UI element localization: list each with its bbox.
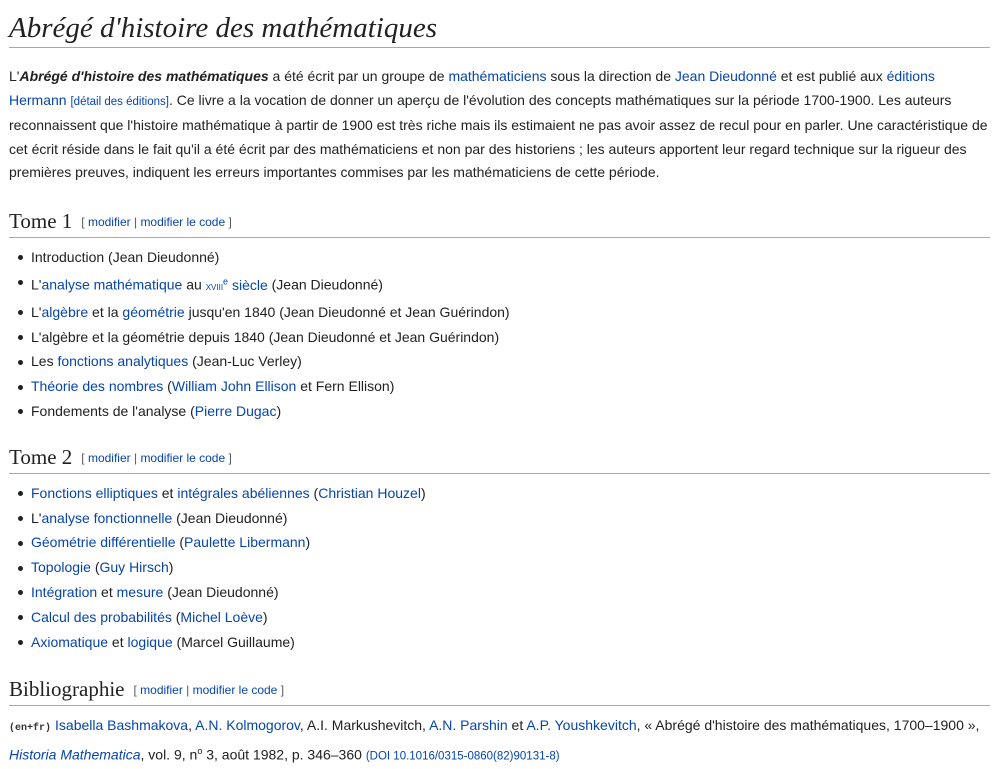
section-heading-tome1: Tome 1 [ modifier | modifier le code ] xyxy=(9,208,990,238)
link-xviiie-siecle[interactable]: xviii$^e$ siècle xyxy=(205,276,268,293)
link-guy-hirsch[interactable]: Guy Hirsch xyxy=(99,559,169,576)
list-item: Topologie (Guy Hirsch) xyxy=(31,555,990,580)
link-pierre-dugac[interactable]: Pierre Dugac xyxy=(194,402,277,419)
link-michel-loeve[interactable]: Michel Loève xyxy=(180,608,263,625)
language-indicator: (en+fr) xyxy=(9,723,52,735)
link-doi[interactable]: 10.1016/0315-0860(82)90131-8 xyxy=(393,750,556,763)
modifier-link[interactable]: modifier xyxy=(140,683,183,698)
link-mesure[interactable]: mesure xyxy=(116,583,164,600)
modifier-le-code-link[interactable]: modifier le code xyxy=(192,683,278,698)
list-item: L'algèbre et la géométrie jusqu'en 1840 (Jean Dieudonné et Jean Guérindon) xyxy=(31,300,990,325)
list-item: Calcul des probabilités (Michel Loève) xyxy=(31,605,990,630)
link-william-john-ellison[interactable]: William John Ellison xyxy=(171,378,297,395)
section-heading-tome2: Tome 2 [ modifier | modifier le code ] xyxy=(9,444,990,474)
link-theorie-des-nombres[interactable]: Théorie des nombres xyxy=(31,378,164,395)
tome1-list xyxy=(9,245,990,424)
edit-section-links: [ modifier | modifier le code ] xyxy=(133,683,285,698)
section-heading-bibliographie: Bibliographie [ modifier | modifier le code ] xyxy=(9,676,990,706)
doi-reference: (DOI 10.1016/0315-0860(82)90131-8) xyxy=(365,750,560,763)
link-mathematiciens[interactable]: mathématiciens xyxy=(448,68,547,84)
link-algebre[interactable]: algèbre xyxy=(41,303,89,320)
link-editions-hermann[interactable]: éditions Hermann xyxy=(9,68,935,108)
link-isabella-bashmakova[interactable]: Isabella Bashmakova xyxy=(55,717,189,734)
link-christian-houzel[interactable]: Christian Houzel xyxy=(318,484,421,501)
tome2-list xyxy=(9,481,990,655)
link-axiomatique[interactable]: Axiomatique xyxy=(31,633,109,650)
intro-paragraph: L'Abrégé d'histoire des mathématiques a été écrit par un groupe de mathématiciens sous la direction de Jean Dieudonné et est publié aux éditions Hermann [détail des éditions]. Ce livre a la vocation de donner un aperçu de l'évolution des concepts mathématiques sur la période 1700-1900. Les auteurs reconnaissent que l'histoire mathématique à partir de 1900 est très riche mais ils estimaient ne pas avoir assez de recul pour en parler. Une caractéristique de cet écrit réside dans le fait qu'il a été écrit par des mathématiciens et non par des historiens ; les auteurs apportent leur regard technique sur la rigueur des premières preuves, indiquent les erreurs importantes commises par les mathématiciens de cette période. xyxy=(9,68,988,180)
link-paulette-libermann[interactable]: Paulette Libermann xyxy=(184,534,306,551)
link-fonctions-analytiques[interactable]: fonctions analytiques xyxy=(57,353,189,370)
bibliography-entry: (en+fr) Isabella Bashmakova, A.N. Kolmogorov, A.I. Markushevitch, A.N. Parshin et A.P. Youshkevitch, « Abrégé d'histoire des mathématiques, 1700–1900 », Historia Mathematica, vol. 9, $n^o$ 3, août 1982, p. 346–360 (DOI 10.1016/0315-0860(82)90131-8) xyxy=(9,717,980,763)
link-geometrie-differentielle[interactable]: Géométrie différentielle xyxy=(31,534,176,551)
modifier-le-code-link[interactable]: modifier le code xyxy=(140,450,226,465)
link-integrales-abeliennes[interactable]: intégrales abéliennes xyxy=(177,484,310,501)
list-item: Axiomatique et logique (Marcel Guillaume) xyxy=(31,630,990,655)
modifier-link[interactable]: modifier xyxy=(87,214,131,229)
list-item: Fondements de l'analyse (Pierre Dugac) xyxy=(31,399,990,424)
link-analyse-fonctionnelle[interactable]: analyse fonctionnelle xyxy=(41,509,173,526)
page-title: Abrégé d'histoire des mathématiques xyxy=(9,0,990,48)
link-jean-dieudonne[interactable]: Jean Dieudonné xyxy=(674,68,777,84)
modifier-link[interactable]: modifier xyxy=(87,450,131,465)
link-youshkevitch[interactable]: A.P. Youshkevitch xyxy=(526,717,637,734)
list-item: Géométrie différentielle (Paulette Libermann) xyxy=(31,530,990,555)
link-calcul-des-probabilites[interactable]: Calcul des probabilités xyxy=(31,608,172,625)
list-item: Les fonctions analytiques (Jean-Luc Verley) xyxy=(31,349,990,374)
link-logique[interactable]: logique xyxy=(127,633,173,650)
list-item: Fonctions elliptiques et intégrales abéliennes (Christian Houzel) xyxy=(31,481,990,506)
link-analyse-mathematique[interactable]: analyse mathématique xyxy=(41,276,183,293)
link-historia-mathematica[interactable]: Historia Mathematica xyxy=(9,746,141,763)
list-item: Introduction (Jean Dieudonné) xyxy=(31,245,990,270)
list-item: Théorie des nombres (William John Ellison et Fern Ellison) xyxy=(31,374,990,399)
title-bold: Abrégé d'histoire des mathématiques xyxy=(19,68,269,84)
list-item: Intégration et mesure (Jean Dieudonné) xyxy=(31,580,990,605)
link-parshin[interactable]: A.N. Parshin xyxy=(429,717,508,734)
link-geometrie[interactable]: géométrie xyxy=(122,303,185,320)
list-item: L'analyse mathématique au xviii$^e$ siècle (Jean Dieudonné) xyxy=(31,269,990,299)
link-integration[interactable]: Intégration xyxy=(31,583,98,600)
link-topologie[interactable]: Topologie xyxy=(31,559,91,576)
list-item: L'algèbre et la géométrie depuis 1840 (Jean Dieudonné et Jean Guérindon) xyxy=(31,325,990,350)
edit-section-links: [ modifier | modifier le code ] xyxy=(81,214,232,229)
edit-section-links: [ modifier | modifier le code ] xyxy=(81,450,232,465)
link-kolmogorov[interactable]: A.N. Kolmogorov xyxy=(195,717,300,734)
modifier-le-code-link[interactable]: modifier le code xyxy=(140,214,226,229)
link-detail-editions[interactable]: [détail des éditions] xyxy=(70,95,169,108)
list-item: L'analyse fonctionnelle (Jean Dieudonné) xyxy=(31,506,990,531)
link-fonctions-elliptiques[interactable]: Fonctions elliptiques xyxy=(31,484,158,501)
